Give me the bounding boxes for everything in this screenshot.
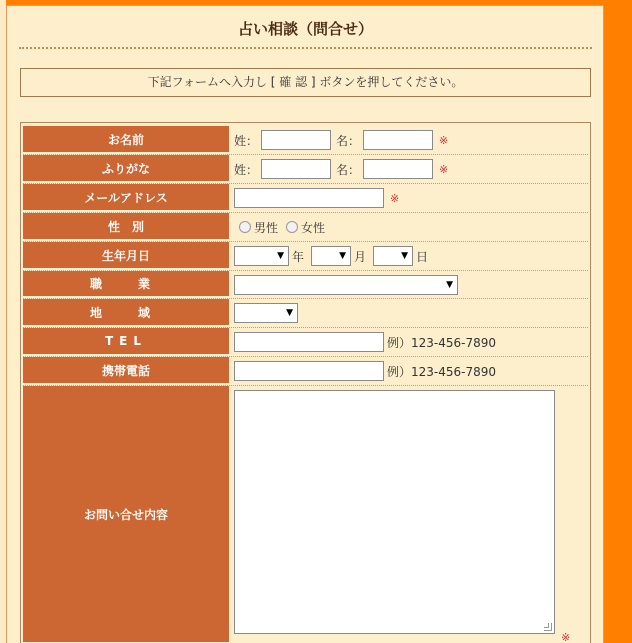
form-row-kana <box>23 155 588 184</box>
chevron-down-icon: ▼ <box>401 251 409 261</box>
gender-male-label: 男性 <box>254 220 279 235</box>
form-row-mobile <box>23 357 588 386</box>
required-mark: ※ <box>439 133 449 147</box>
sei-label: 姓： <box>234 133 259 148</box>
label-job: 職 業 <box>23 271 229 298</box>
tel-input[interactable] <box>234 332 384 352</box>
field-birthday <box>229 242 588 270</box>
field-tel <box>229 328 588 356</box>
first-name-kana-input[interactable] <box>363 159 433 179</box>
label-mobile: 携帯電話 <box>23 357 229 385</box>
field-email <box>229 184 588 212</box>
label-region: 地 域 <box>23 299 229 327</box>
birth-year-select[interactable] <box>234 246 289 266</box>
required-mark: ※ <box>390 191 400 205</box>
sei-label: 姓： <box>234 162 259 177</box>
label-tel: TEL <box>23 328 229 356</box>
chevron-down-icon: ▼ <box>286 308 293 318</box>
label-gender: 性 別 <box>23 213 229 241</box>
last-name-kana-input[interactable] <box>261 159 331 179</box>
label-name: お名前 <box>23 126 229 154</box>
gender-female-label: 女性 <box>301 220 326 235</box>
mei-label: 名： <box>336 133 361 148</box>
tel-example: 例）123-456-7890 <box>387 335 497 350</box>
chevron-down-icon: ▼ <box>446 279 453 290</box>
year-label: 年 <box>292 249 305 264</box>
job-select[interactable] <box>234 275 458 295</box>
label-kana: ふりがな <box>23 155 229 183</box>
label-birthday: 生年月日 <box>23 242 229 270</box>
contact-panel <box>6 5 604 643</box>
field-gender <box>229 213 588 241</box>
required-mark: ※ <box>439 162 449 176</box>
contact-form <box>20 122 591 643</box>
mobile-input[interactable] <box>234 361 384 381</box>
form-row-birthday <box>23 242 588 271</box>
chevron-down-icon: ▼ <box>339 251 347 261</box>
required-mark: ※ <box>561 631 571 643</box>
form-row-email <box>23 184 588 213</box>
email-input[interactable] <box>234 188 384 208</box>
page-title: 占い相談（問合せ） <box>19 15 592 49</box>
field-region <box>229 299 588 327</box>
field-name <box>229 126 588 154</box>
birth-month-select[interactable] <box>311 246 351 266</box>
label-message: お問い合せ内容 <box>23 386 229 643</box>
field-kana <box>229 155 588 183</box>
chevron-down-icon: ▼ <box>277 251 284 261</box>
form-row-name <box>23 126 588 155</box>
gender-male-radio[interactable] <box>239 221 251 233</box>
label-email: メールアドレス <box>23 184 229 212</box>
field-job <box>229 271 588 298</box>
mei-label: 名： <box>336 162 361 177</box>
message-textarea[interactable] <box>234 390 555 634</box>
gender-female-radio[interactable] <box>286 221 298 233</box>
month-label: 月 <box>354 249 367 264</box>
instruction-notice: 下記フォームへ入力し [ 確 認 ] ボタンを押してください。 <box>20 68 591 97</box>
mobile-example: 例）123-456-7890 <box>387 364 497 379</box>
form-row-job <box>23 271 588 299</box>
field-mobile <box>229 357 588 385</box>
day-label: 日 <box>416 249 429 264</box>
form-row-message <box>23 386 588 643</box>
last-name-input[interactable] <box>261 130 331 150</box>
form-row-gender <box>23 213 588 242</box>
field-message <box>229 386 588 643</box>
resize-handle-icon[interactable] <box>544 623 552 631</box>
birth-day-select[interactable] <box>373 246 413 266</box>
form-row-region <box>23 299 588 328</box>
region-select[interactable] <box>234 303 298 323</box>
form-row-tel <box>23 328 588 357</box>
first-name-input[interactable] <box>363 130 433 150</box>
